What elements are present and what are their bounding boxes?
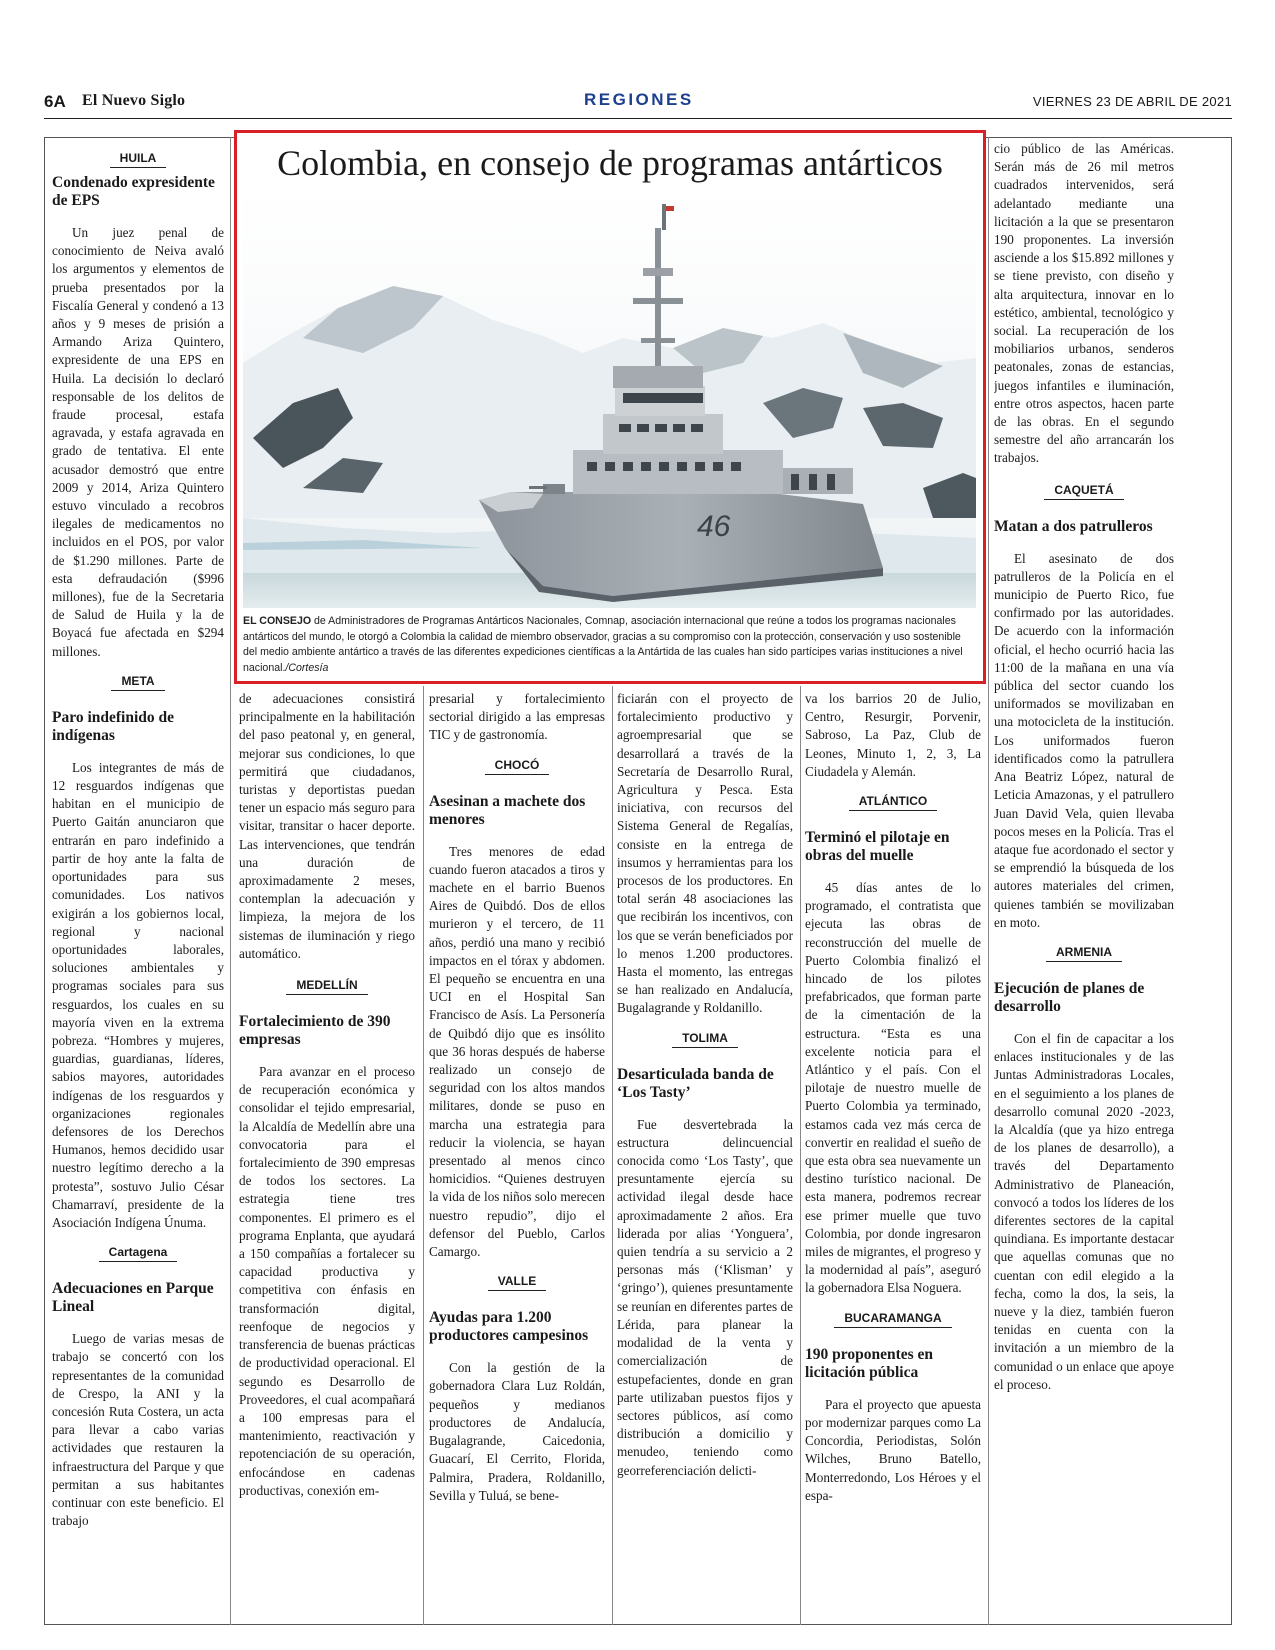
section-kicker: META — [52, 673, 224, 689]
issue-date: VIERNES 23 DE ABRIL DE 2021 — [1032, 94, 1232, 109]
section-kicker: CAQUETÁ — [994, 482, 1174, 498]
column-divider — [800, 686, 801, 1625]
article-body: presarial y fortalecimiento sectorial dirigido a las empresas TIC y de gastronomía. — [429, 691, 605, 743]
page-header — [44, 90, 1232, 118]
article-body: de adecuaciones consistirá principalmente en la habilitación del paso peatonal y, en general, mejorar sus condiciones, lo que permitirá que ciudadanos, turistas y deportistas puedan tener un espacio más seguro para visitar, transitar o hacer deporte. Las intervenciones, que tendrán una duración de aproximadamente 2 meses, contemplan la adecuación y limpieza, la mejora de los sistemas de iluminación y riego automático. — [239, 691, 415, 961]
article-body: Un juez penal de conocimiento de Neiva avaló los argumentos y elementos de prueba presentados por la Fiscalía General y condenó a 13 años y 9 meses de prisión a Armando Ariza Quintero, expresidente de una EPS en Huila. La decisión lo declaró responsable de los delitos de fraude procesal, estafa agravada, y estafa agravada en grado de tentativa. El ente acusador demostró que entre 2009 y 2014, Ariza Quintero estuvo vinculado a recobros ilegales de medicamentos no incluidos en el POS, por valor de $1.290 millones. Parte de esta defraudación ($996 millones), fue de la Secretaria de Salud de Huila y la de Boyacá fue afectada en $294 millones. — [52, 225, 224, 659]
hull-number: 46 — [697, 510, 731, 543]
caption-credit: /Cortesía — [285, 661, 329, 674]
column-divider — [230, 137, 231, 1625]
article-title: Matan a dos patrulleros — [994, 517, 1153, 535]
article-body: ficiarán con el proyecto de fortalecimiento productivo y agroempresarial que se desarrollará a través de la Secretaría de Desarrollo Rural, Agricultura y Pesca. Esta iniciativa, con recursos del Sistema General de Regalías, consiste en la entrega de insumos y herramientas para los procesos de los productores. En total serán 48 asociaciones las que recibirán los incentivos, con los que se verán beneficiados por lo menos 1.200 productores. Hasta el momento, las entregas se han realizado en Andalucía, Bugalagrande y Roldanillo. — [617, 691, 793, 1016]
column-divider — [988, 137, 989, 1625]
section-kicker: ARMENIA — [994, 944, 1174, 960]
article-body: Tres menores de edad cuando fueron atacados a tiros y machete en el barrio Buenos Aires de Quibdó. Dos de ellos murieron y el tercero, de 11 años, perdió una mano y recibió impactos en el tórax y abdomen. El pequeño se encuentra en una UCI en el Hospital San Francisco de Asís. La Personería de Quibdó dijo que es insólito que 36 horas después de haberse realizado un consejo de seguridad con los altos mandos militares, donde se puso en marcha una estrategia para reducir la violencia, se hayan presentado al menos cinco homicidios. “Quienes destruyen la vida de los niños solo merecen nuestro repudio”, dijo el defensor del Pueblo, Carlos Camargo. — [429, 843, 605, 1260]
article-title: Fortalecimiento de 390 empresas — [239, 1013, 391, 1049]
section-kicker: CHOCÓ — [429, 757, 605, 773]
article-body: Luego de varias mesas de trabajo se concertó con los representantes de la comunidad de Crespo, la ANI y la concesión Ruta Costera, un acta para llevar a cabo varias actividades que restauren la infraestructura del Parque y que permitan a sus habitantes continuar con este beneficio. El trabajo — [52, 1331, 224, 1529]
article-title: Terminó el pilotaje en obras del muelle — [805, 829, 950, 865]
article-title: Adecuaciones en Parque Lineal — [52, 1280, 214, 1316]
photo-caption — [243, 614, 976, 676]
article-title: Ayudas para 1.200 productores campesinos — [429, 1309, 589, 1345]
article-body: Los integrantes de más de 12 resguardos indígenas que habitan en el municipio de Puerto Gaitán anunciaron que entrarán en paro indefinido a partir de hoy ante la falta de oportunidades para sus comunidades. Los nativos exigirán a los gobiernos local, regional y nacional oportunidades laborales, soluciones ambientales y programas sociales para sus resguardos, los cuales en su mayoría viven en la extrema pobreza. “Hombres y mujeres, guardias, guardianas, líderes, sabios mayores, autoridades indígenas de los resguardos y organizaciones regionales defensores de los Derechos Humanos, hemos decidido usar nuestro legítimo derecho a la protesta”, sostuvo Julio César Chamarraví, presidente de la Asociación Indígena Únuma. — [52, 759, 224, 1230]
section-kicker: TOLIMA — [617, 1030, 793, 1046]
column-2 — [239, 690, 415, 1618]
ship-photo — [243, 188, 976, 608]
article-body: Con la gestión de la gobernadora Clara Luz Roldán, pequeños y medianos productores de Andalucía, Bugalagrande, Caicedonia, Guacarí, El Cerrito, Florida, Palmira, Pradera, Roldanillo, Sevilla y Tuluá, se bene- — [429, 1360, 605, 1503]
article-body: Con el fin de capacitar a los enlaces institucionales y de las Juntas Administradoras Locales, en el seguimiento a los planes de desarrollo comunal 2020 -2023, la Alcaldía (que ya hizo entrega de los planes de desarrollo), a través del Departamento Administrativo de Planeación, convocó a todos los líderes de los diferentes sectores de la capital quindiana. Es importante destacar que aquellas comunas que no cuentan con edil elegido a la fecha, como la dos, la seis, la nueve y la diez, también fueron tenidas en cuenta con la invitación a un miembro de la comunidad o un enlace que apoye el proceso. — [994, 1030, 1174, 1392]
article-title: Ejecución de planes de desarrollo — [994, 979, 1145, 1015]
section-kicker: VALLE — [429, 1273, 605, 1289]
caption-text: de Administradores de Programas Antárticos Nacionales, Comnap, asociación internacional que reúne a todos los programas nacionales antárticos del mundo, le otorgó a Colombia la calidad de miembro observador, gracias a su compromiso con la protección, conservación y uso sostenible del medio ambiente antártico a través de las diferentes expediciones científicas a la Antártida de las cuales han sido partícipes varias instituciones a nivel nacional. — [243, 615, 963, 674]
feature-headline: Colombia, en consejo de programas antárticos — [277, 143, 943, 183]
article-title: Asesinan a machete dos menores — [429, 792, 586, 828]
column-divider — [423, 686, 424, 1625]
column-6 — [994, 140, 1174, 1618]
page-number: 6A — [44, 92, 66, 111]
article-title: Desarticulada banda de ‘Los Tasty’ — [617, 1065, 774, 1101]
feature-story — [234, 130, 986, 684]
column-1 — [52, 144, 224, 1618]
article-title: Condenado expresidente de EPS — [52, 174, 215, 209]
column-5 — [805, 690, 981, 1618]
section-kicker: MEDELLÍN — [239, 977, 415, 993]
header-rule — [44, 118, 1232, 119]
section-kicker: Cartagena — [52, 1244, 224, 1260]
article-body: El asesinato de dos patrulleros de la Policía en el municipio de Puerto Rico, fue confirmado por las autoridades. De acuerdo con la información oficial, el hecho ocurrió hacia las 11:00 de la mañana en una vía pública del sector cuando los uniformados se movilizaban en una motocicleta de la institución. Los uniformados fueron identificados como la patrullera Ana Beatriz López, natural de Leticia Amazonas, y el patrullero Juan David Vela, quien llevaba pocos meses en la Policía. Tras el ataque fue acordonado el sector y se emprendió la búsqueda de los autores materiales del crimen, quienes también se movilizaban en moto. — [994, 550, 1174, 930]
article-title: 190 proponentes en licitación pública — [805, 1345, 934, 1381]
article-body: Para el proyecto que apuesta por modernizar parques como La Concordia, Periodistas, Solón Wilches, Bruno Batello, Monterredondo, Los Héroes y el espa- — [805, 1396, 981, 1503]
section-kicker: HUILA — [52, 150, 224, 166]
article-body: cio público de las Américas. Serán más de 26 mil metros cuadrados intervenidos, será adelantado mediante una licitación a la que se presentaron 190 proponentes. La inversión asciende a los $15.892 millones y se tiene previsto, con diseño y alta arquitectura, innovar en lo estético, ambiental, tecnológico y social. La recuperación de los mobiliarios urbanos, senderos peatonales, zonas de estancias, juegos infantiles e iluminación, entre otros aspectos, hacen parte de las obras. En el segundo semestre del año arrancarán los trabajos. — [994, 141, 1174, 466]
column-divider — [612, 686, 613, 1625]
section-kicker: BUCARAMANGA — [805, 1310, 981, 1326]
section-kicker: ATLÁNTICO — [805, 793, 981, 809]
article-title: Paro indefinido de indígenas — [52, 708, 175, 744]
article-body: Fue desvertebrada la estructura delincuencial conocida como ‘Los Tasty’, que presuntamente ejercía su actividad ilegal desde hace aproximadamente 2 años. Era liderada por alias ‘Yonguera’, quien tendría a su servicio a 2 personas más (‘Klisman’ y ‘gringo’), quienes presuntamente se reunían en diferentes partes de Lérida, para planear la modalidad de la venta y comercialización de estupefacientes, donde en gran parte utilizaban puestos fijos y sectores públicos, así como distribución a domicilio y menudeo, teniendo como georreferenciación delicti- — [617, 1116, 793, 1478]
column-3 — [429, 690, 605, 1618]
column-4 — [617, 690, 793, 1618]
newspaper-name: El Nuevo Siglo — [82, 92, 186, 109]
article-body: va los barrios 20 de Julio, Centro, Resurgir, Porvenir, Sabroso, La Paz, Club de Leones, Minuto 1, 2, 3, La Ciudadela y Alemán. — [805, 691, 981, 779]
section-name: REGIONES — [584, 90, 694, 109]
article-body: 45 días antes de lo programado, el contratista que ejecuta las obras de reconstrucción del muelle de Puerto Colombia finalizó el hincado de los pilotes prefabricados, que forman parte de la cimentación de la estructura. “Esta es una excelente noticia para el Atlántico y el país. Con el pilotaje de nuestro muelle de Puerto Colombia ya terminado, estamos cada vez más cerca de convertir en realidad el sueño de que esta obra sea nuevamente un destino turístico nacional. De esta manera, podremos recrear ese primer muelle que tuvo Colombia, por donde ingresaron miles de migrantes, el progreso y la modernidad al país”, aseguró la gobernadora Elsa Noguera. — [805, 880, 981, 1296]
article-body: Para avanzar en el proceso de recuperación económica y consolidar el tejido empresarial, la Alcaldía de Medellín abre una convocatoria para el fortalecimiento de 390 empresas de todos los sectores. La estrategia tiene tres componentes. El primero es el programa Enplanta, que ayudará a 150 compañías a fortalecer su capacidad productiva y competitiva con énfasis en transformación digital, reenfoque de negocios y transferencia de buenas prácticas de productividad operacional. El segundo es Desarrollo de Proveedores, el cual acompañará a 100 empresas para el mantenimiento, reactivación y repotenciación de su operación, enfocándose en cadenas productivas, conexión em- — [239, 1064, 415, 1498]
caption-lead: EL CONSEJO — [243, 615, 312, 627]
